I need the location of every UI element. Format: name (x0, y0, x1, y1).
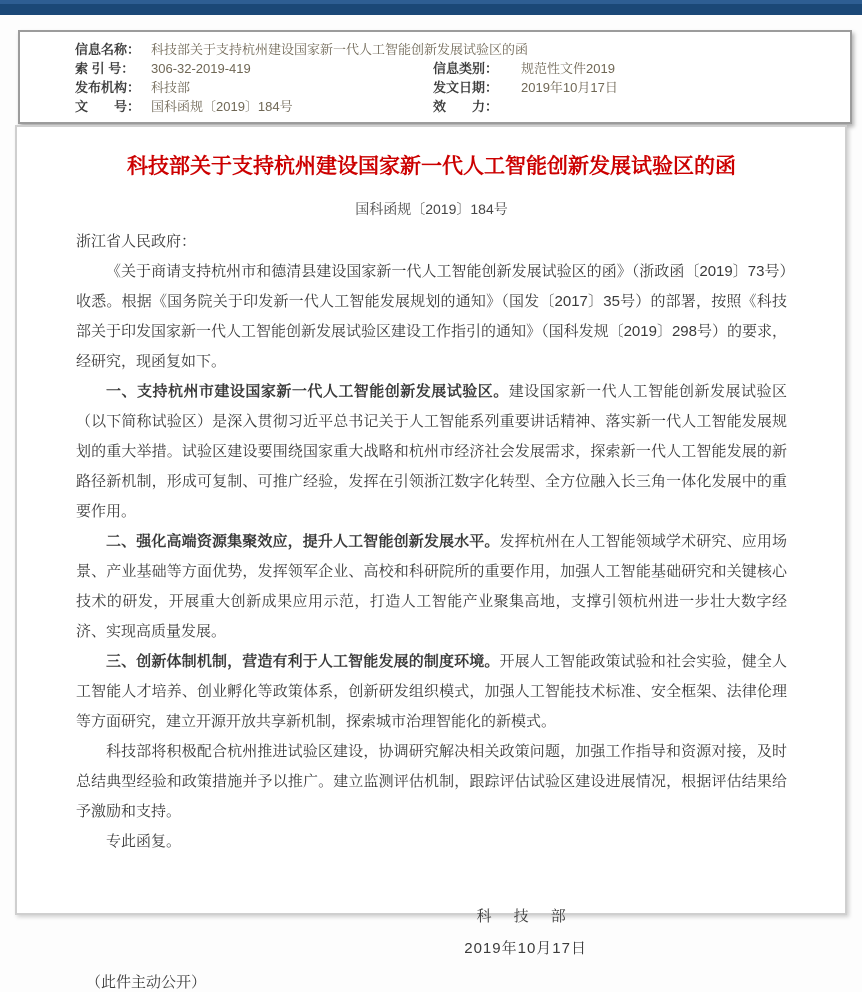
paragraph (76, 647, 787, 737)
paragraph-text: 建设国家新一代人工智能创新发展试验区（以下简称试验区）是深入贯彻习近平总书记关于人工智能系列重要讲话精神、落实新一代人工智能发展规划的重大举措。试验区建设要围绕国家重大战略和杭州市经济社会发展需求，探索新一代人工智能发展的新路径新机制，形成可复制、可推广经验，发挥在引领浙江数字化转型、全方位融入长三角一体化发展中的重要作用。 (76, 383, 787, 520)
meta-value-index-number: 306-32-2019-419 (151, 61, 251, 76)
paragraph-text: 发挥杭州在人工智能领域学术研究、应用场景、产业基础等方面优势，发挥领军企业、高校和科研院所的重要作用，加强人工智能基础研究和关键核心技术的研发，开展重大创新成果应用示范，打造人工智能产业聚集高地，支撑引领杭州进一步壮大数字经济、实现高质量发展。 (76, 533, 787, 640)
meta-value-info-category: 规范性文件2019 (521, 61, 615, 76)
top-navigation-bar (0, 0, 862, 15)
meta-value-validity (521, 97, 840, 116)
meta-label-info-category: 信息类别： (433, 61, 499, 76)
document-panel (15, 125, 847, 991)
paragraph (76, 527, 787, 647)
document-title: 科技部关于支持杭州建设国家新一代人工智能创新发展试验区的函 (127, 155, 736, 178)
meta-label-index-number: 索 引 号： (75, 61, 135, 76)
document-body (76, 227, 787, 857)
meta-value-issue-date: 2019年10月17日 (521, 80, 618, 95)
paragraph-text: 开展人工智能政策试验和社会实验，健全人工智能人才培养、创业孵化等政策体系，创新研发组织模式，加强人工智能技术标准、安全框架、法律伦理等方面研究，建立开源开放共享新机制，探索城市治理智能化的新模式。 (76, 653, 787, 730)
meta-label-validity: 效 力： (433, 99, 499, 114)
salutation: 浙江省人民政府： (76, 233, 197, 250)
metadata-grid (75, 40, 840, 116)
meta-label-issuing-agency: 发布机构： (75, 80, 141, 95)
paragraph-lead: 二、强化高端资源集聚效应，提升人工智能创新发展水平。 (106, 533, 500, 550)
paragraph (76, 737, 787, 827)
paragraph-text: 《关于商请支持杭州市和德清县建设国家新一代人工智能创新发展试验区的函》（浙政函〔2019〕73号）收悉。根据《国务院关于印发新一代人工智能发展规划的通知》（国发〔2017〕35号）的部署，按照《科技部关于印发国家新一代人工智能创新发展试验区建设工作指引的通知》（国科发规〔2019〕298号）的要求，经研究，现函复如下。 (76, 263, 787, 370)
signature-agency: 科 技 部 (476, 908, 575, 925)
paragraph (76, 257, 787, 377)
disclosure-note: （此件主动公开） (86, 974, 207, 991)
meta-label-issue-date: 发文日期： (433, 80, 499, 95)
paragraph-lead: 三、创新体制机制，营造有利于人工智能发展的制度环境。 (106, 653, 500, 670)
meta-value-info-name: 科技部关于支持杭州建设国家新一代人工智能创新发展试验区的函 (151, 42, 529, 57)
paragraph-text: 科技部将积极配合杭州推进试验区建设，协调研究解决相关政策问题，加强工作指导和资源对接，及时总结典型经验和政策措施并予以推广。建立监测评估机制，跟踪评估试验区建设进展情况，根据评估结果给予激励和支持。 (76, 743, 787, 820)
meta-label-doc-number: 文 号： (75, 99, 141, 114)
document-number: 国科函规〔2019〕184号 (355, 201, 508, 217)
signature-date: 2019年10月17日 (464, 940, 587, 957)
meta-value-issuing-agency: 科技部 (151, 80, 191, 95)
paragraph-lead: 一、支持杭州市建设国家新一代人工智能创新发展试验区。 (106, 383, 509, 400)
paragraph (76, 377, 787, 527)
paragraph-text: 专此函复。 (106, 833, 182, 850)
document-metadata-box (18, 30, 852, 124)
meta-value-doc-number: 国科函规〔2019〕184号 (151, 99, 293, 114)
signature-block (464, 907, 587, 959)
paragraph (76, 827, 787, 857)
meta-label-info-name: 信息名称： (75, 42, 141, 57)
